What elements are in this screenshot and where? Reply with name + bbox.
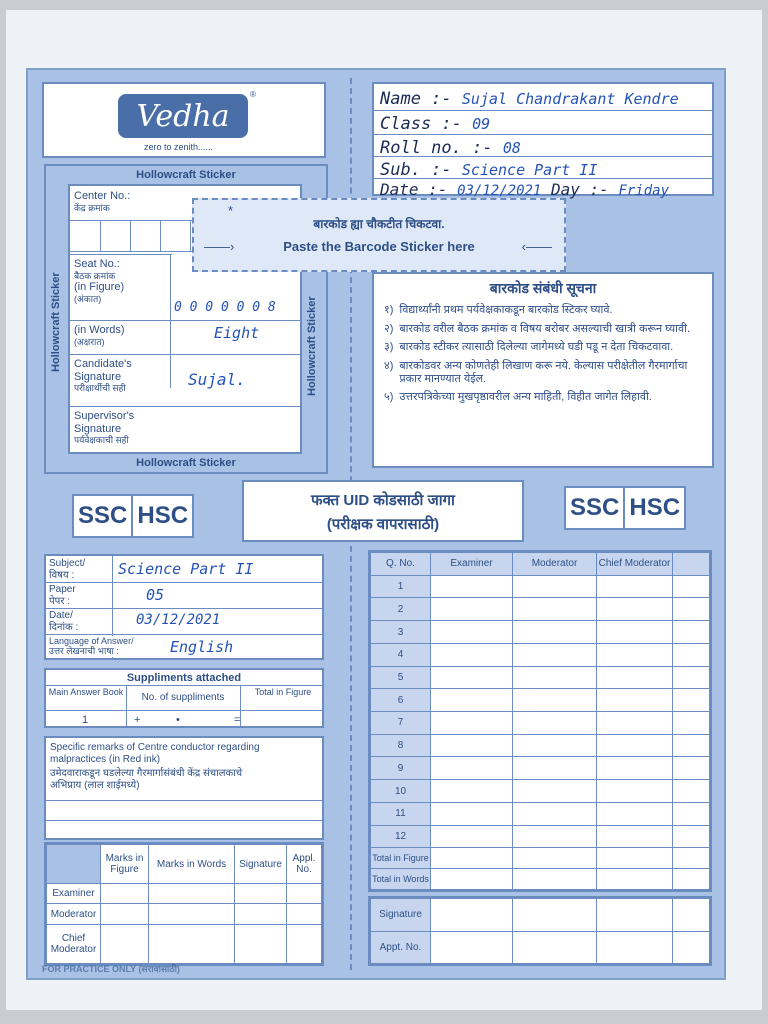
table-row [371,869,710,890]
q-mark-cell[interactable] [673,666,710,689]
supplements-col-total: Total in Figure [254,687,312,697]
q-number-cell: 8 [371,734,431,757]
q-mark-cell[interactable] [431,734,513,757]
q-mark-cell[interactable] [431,643,513,666]
paper-value: 05 [146,586,165,604]
instructions-list [384,304,702,404]
q-mark-cell[interactable] [597,621,673,644]
q-mark-cell[interactable] [673,734,710,757]
marks-table-box [44,842,324,966]
table-row [371,712,710,735]
ssc-label: SSC [78,502,128,529]
table-row [371,553,710,576]
language-label: Language of Answer/ उत्तर लेखनाची भाषा : [49,636,149,657]
barcode-sticker-box [192,198,566,272]
table-row [371,899,710,932]
marks-header-figure: Marks in Figure [101,845,149,884]
language-value: English [170,638,234,656]
q-header: Examiner [431,553,513,576]
brand-tagline: zero to zenith...... [144,142,214,152]
table-row [371,802,710,825]
q-mark-cell[interactable] [431,575,513,598]
marks-header-signature: Signature [235,845,287,884]
q-mark-cell[interactable] [431,757,513,780]
q-mark-cell[interactable] [597,712,673,735]
q-mark-cell[interactable] [597,848,673,869]
instruction-item: ४) बारकोडवर अन्य कोणतेही लिखाण करू नये. केल्यास परीक्षेतील गैरमार्गाचा प्रकार मानण्यात येईल. [384,359,688,385]
table-row [371,734,710,757]
question-marks-table [370,552,710,890]
student-subject-row: Sub. :- Science Part II [380,160,598,180]
table-row [371,598,710,621]
remarks-english: Specific remarks of Centre conductor regarding malpractices (in Red ink) [50,742,260,765]
q-mark-cell[interactable] [597,802,673,825]
q-mark-cell[interactable] [513,825,597,848]
q-mark-cell[interactable] [513,575,597,598]
brand-box [42,82,326,158]
q-mark-cell[interactable] [513,780,597,803]
hollowcraft-side-label-left: Hollowcraft Sticker [50,272,62,372]
q-mark-cell[interactable] [513,802,597,825]
supervisor-signature-label: Supervisor's Signature पर्यवेक्षकाची सही [74,410,135,446]
barcode-instructions-box [372,272,714,468]
subject-label: Subject/ विषय : [49,558,86,581]
brand-logo-icon [118,94,248,138]
seat-no-value: 0 0 0 0 0 0 8 [174,300,276,315]
q-mark-cell[interactable] [597,689,673,712]
supplements-plus: + [134,714,141,726]
signature-table-box [368,896,712,966]
marks-header-blank [47,845,101,884]
table-row [371,643,710,666]
supplements-dot: • [176,714,180,726]
uid-code-box [242,480,524,542]
table-row [371,575,710,598]
q-mark-cell[interactable] [513,869,597,890]
q-mark-cell[interactable] [431,825,513,848]
q-mark-cell[interactable] [513,621,597,644]
arrow-left-icon: ‹—— [521,239,552,254]
table-row [47,904,322,924]
marks-row-label: Examiner [47,884,101,904]
uid-line2: (परीक्षक वापरासाठी) [326,516,440,533]
q-mark-cell[interactable] [431,869,513,890]
barcode-instruction-marathi: बारकोड ह्या चौकटीत चिकटवा. [313,217,445,231]
table-row [371,621,710,644]
q-mark-cell[interactable] [673,780,710,803]
student-name-row: Name :- Sujal Chandrakant Kendre [380,89,679,109]
supplements-col-main: Main Answer Book [48,687,124,697]
q-mark-cell[interactable] [597,825,673,848]
table-row [47,884,322,904]
appt-row-label: Appt. No. [371,931,431,964]
q-mark-cell[interactable] [673,575,710,598]
q-header: Chief Moderator [597,553,673,576]
q-number-cell: Total in Figure [371,848,431,869]
signature-table [370,898,710,964]
q-number-cell: 2 [371,598,431,621]
q-mark-cell[interactable] [673,869,710,890]
marks-header-words: Marks in Words [149,845,235,884]
table-row [371,780,710,803]
table-row [371,931,710,964]
table-row [371,825,710,848]
q-number-cell: Total in Words [371,869,431,890]
q-mark-cell[interactable] [597,643,673,666]
student-class-row: Class :- 09 [380,114,491,134]
instruction-item: २) बारकोड वरील बैठक क्रमांक व विषय बरोबर असल्याची खात्री करून घ्यावी. [384,322,691,335]
q-number-cell: 4 [371,643,431,666]
q-header: Moderator [513,553,597,576]
q-mark-cell[interactable] [673,802,710,825]
question-table-box [368,550,712,892]
q-number-cell: 11 [371,802,431,825]
q-mark-cell[interactable] [513,712,597,735]
hollowcraft-top-label: Hollowcraft Sticker [136,169,236,181]
student-details-box [372,82,714,199]
q-mark-cell[interactable] [513,848,597,869]
table-row [371,666,710,689]
q-mark-cell[interactable] [597,734,673,757]
ssc-hsc-badge-left [72,494,194,538]
q-mark-cell[interactable] [513,598,597,621]
supplements-box [44,668,324,728]
supplements-title: Suppliments attached [126,672,242,684]
uid-line1: फक्त UID कोडसाठी जागा [311,492,455,509]
remarks-marathi: उमेदवाराकडून घडलेल्या गैरमार्गासंबंधी केंद्र संचालकाचे अभिप्राय (लाल शाईमध्ये) [50,768,243,791]
q-mark-cell[interactable] [597,575,673,598]
signature-row-label: Signature [371,899,431,932]
q-mark-cell[interactable] [597,598,673,621]
q-mark-cell[interactable] [431,780,513,803]
q-mark-cell[interactable] [431,712,513,735]
q-mark-cell[interactable] [673,757,710,780]
instruction-item: १) विद्यार्थ्यांनी प्रथम पर्यवेक्षकाकडून बारकोड स्टिकर घ्यावे. [384,304,613,316]
paper-label: Paper पेपर : [49,584,76,607]
q-mark-cell[interactable] [673,825,710,848]
answer-sheet-paper [6,10,762,1010]
q-mark-cell[interactable] [673,598,710,621]
barcode-instruction-english: Paste the Barcode Sticker here [283,239,475,254]
q-mark-cell[interactable] [431,621,513,644]
hsc-label: HSC [131,496,192,536]
q-mark-cell[interactable] [673,689,710,712]
q-header [673,553,710,576]
q-mark-cell[interactable] [597,869,673,890]
table-row [371,757,710,780]
student-roll-row: Roll no. :- 08 [380,138,521,158]
date-label: Date/ दिनांक : [49,610,79,633]
hollowcraft-bottom-label: Hollowcraft Sticker [136,457,236,470]
q-number-cell: 3 [371,621,431,644]
hollowcraft-side-label-right: Hollowcraft Sticker [306,296,318,396]
q-mark-cell[interactable] [513,643,597,666]
marks-row-label: Moderator [47,904,101,924]
q-number-cell: 6 [371,689,431,712]
table-row [371,689,710,712]
instructions-title: बारकोड संबंधी सूचना [489,280,597,296]
q-mark-cell[interactable] [431,848,513,869]
instruction-item: ३) बारकोड स्टीकर त्यासाठी दिलेल्या जागेमध्ये घडी पडू न देता चिकटवावा. [384,341,674,354]
q-number-cell: 12 [371,825,431,848]
in-words-label: (in Words) (अक्षरात) [74,324,125,347]
center-no-label: Center No.: केंद्र क्रमांक [74,190,131,213]
q-mark-cell[interactable] [673,643,710,666]
q-mark-cell[interactable] [597,780,673,803]
date-value: 03/12/2021 [136,612,221,628]
marks-row-label: Chief Moderator [47,924,101,963]
table-row [371,848,710,869]
student-date-row: Date :- 03/12/2021 Day :- Friday [380,180,670,199]
q-mark-cell[interactable] [673,621,710,644]
q-number-cell: 1 [371,575,431,598]
subject-value: Science Part II [118,560,254,578]
brand-name: Vedha [136,98,230,134]
supplements-main-value: 1 [82,714,89,726]
q-mark-cell[interactable] [513,757,597,780]
ssc-label: SSC [570,494,620,521]
table-row [47,924,322,963]
q-number-cell: 10 [371,780,431,803]
q-mark-cell[interactable] [673,848,710,869]
q-mark-cell[interactable] [513,666,597,689]
brand-registered-icon: ® [250,90,256,99]
footer-note: FOR PRACTICE ONLY (सरावासाठी) [42,964,180,974]
q-number-cell: 5 [371,666,431,689]
supplements-col-count: No. of suppliments [141,692,225,703]
seat-no-label: Seat No.: बैठक क्रमांक (in Figure) (अंकात) [74,258,125,304]
supplements-equals: = [234,714,241,726]
remarks-box [44,736,324,840]
table-row [47,845,322,884]
q-mark-cell[interactable] [673,712,710,735]
q-header: Q. No. [371,553,431,576]
q-mark-cell[interactable] [597,757,673,780]
q-mark-cell[interactable] [431,802,513,825]
instruction-item: ५) उत्तरपत्रिकेच्या मुखपृष्ठावरील अन्य माहिती, विहीत जागेत लिहावी. [384,391,652,404]
q-mark-cell[interactable] [431,666,513,689]
marks-header-appl: Appl. No. [287,845,322,884]
barcode-star-icon: * [228,203,234,218]
q-mark-cell[interactable] [513,734,597,757]
q-number-cell: 7 [371,712,431,735]
marks-table [46,844,322,964]
q-mark-cell[interactable] [431,689,513,712]
q-mark-cell[interactable] [513,689,597,712]
in-words-value: Eight [214,324,260,342]
ssc-hsc-badge-right [564,486,686,530]
candidate-signature-label: Candidate's Signature परीक्षार्थीची सही [74,358,132,394]
hsc-label: HSC [623,488,684,528]
arrow-right-icon: ——› [204,239,235,254]
q-number-cell: 9 [371,757,431,780]
q-mark-cell[interactable] [431,598,513,621]
q-mark-cell[interactable] [597,666,673,689]
candidate-signature-value: Sujal. [188,370,246,389]
exam-info-box [44,554,324,660]
answer-sheet-cover [26,68,726,980]
